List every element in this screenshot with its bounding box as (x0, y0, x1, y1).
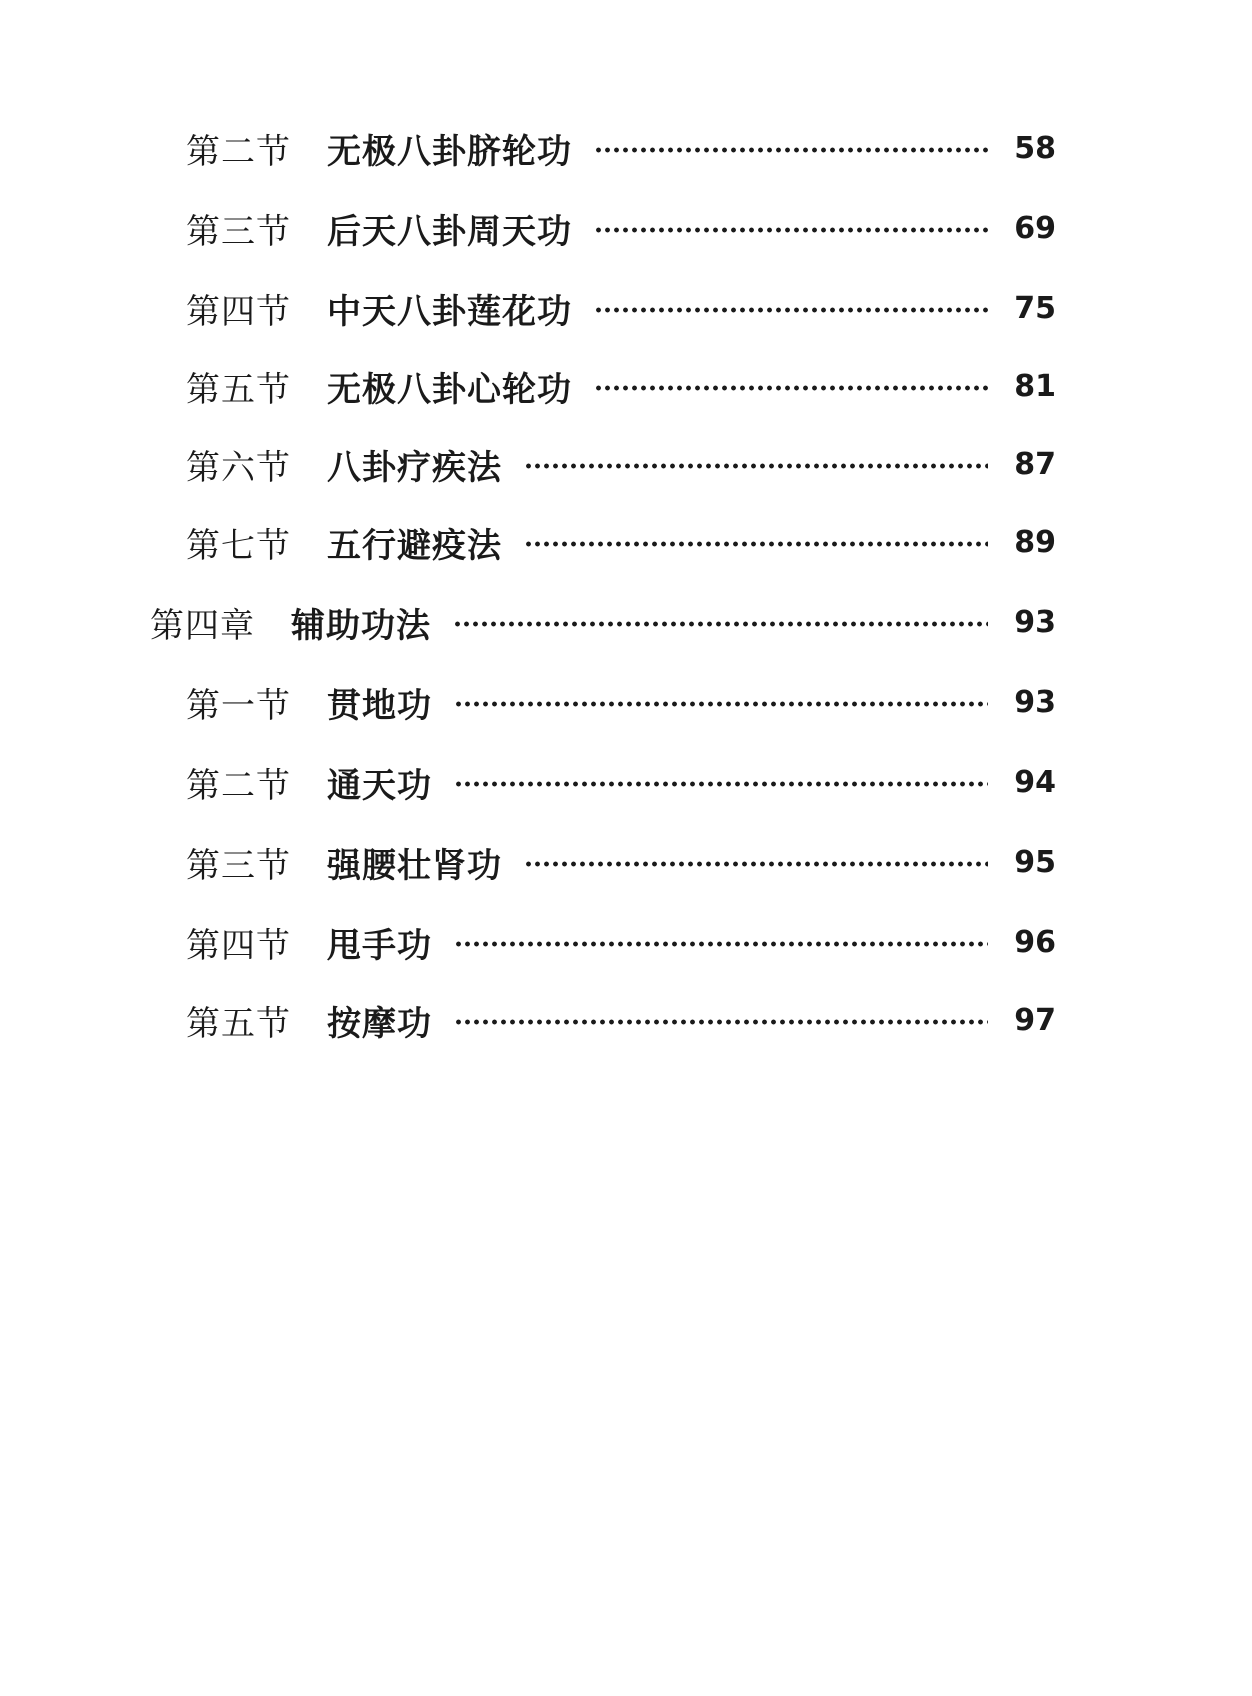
toc-entry (186, 674, 1056, 730)
dot-leader (454, 780, 988, 788)
toc-entry-label: 第二节 (186, 765, 291, 806)
toc-entry-label: 第七节 (186, 525, 291, 566)
toc-entry-label: 第五节 (186, 1003, 291, 1044)
toc-entry-title: 强腰壮肾功 (327, 845, 502, 886)
dot-leader (594, 146, 988, 154)
toc-entry-label: 第四节 (186, 925, 291, 966)
toc-entry (186, 280, 1056, 336)
toc-entry-title: 无极八卦心轮功 (327, 369, 572, 410)
toc-entry-page: 93 (1014, 604, 1056, 640)
toc-entry (186, 436, 1056, 492)
toc-entry-title: 甩手功 (327, 925, 432, 966)
toc-entry-label: 第五节 (186, 369, 291, 410)
toc-entry (186, 914, 1056, 970)
toc-entry-page: 96 (1014, 924, 1056, 960)
toc-entry-title: 通天功 (327, 765, 432, 806)
toc-entry-label: 第六节 (186, 447, 291, 488)
toc-entry-label: 第四节 (186, 291, 291, 332)
toc-entry (186, 120, 1056, 176)
toc-entry (186, 834, 1056, 890)
dot-leader (454, 700, 988, 708)
toc-entry (186, 992, 1056, 1048)
toc-entry-label: 第四章 (150, 605, 255, 646)
toc-entry-title: 后天八卦周天功 (327, 211, 572, 252)
dot-leader (524, 540, 988, 548)
toc-entry-page: 58 (1014, 130, 1056, 166)
toc-entry-label: 第三节 (186, 211, 291, 252)
toc-entry (186, 358, 1056, 414)
toc-entry-title: 中天八卦莲花功 (327, 291, 572, 332)
toc-entry-page: 75 (1014, 290, 1056, 326)
toc-entry-title: 五行避疫法 (327, 525, 502, 566)
toc-chapter-entry (150, 594, 1056, 650)
toc-entry-label: 第二节 (186, 131, 291, 172)
dot-leader (524, 860, 988, 868)
toc-entry (186, 514, 1056, 570)
toc-entry-page: 89 (1014, 524, 1056, 560)
toc-entry (186, 200, 1056, 256)
dot-leader (524, 462, 988, 470)
toc-entry-title: 贯地功 (327, 685, 432, 726)
toc-entry-title: 八卦疗疾法 (327, 447, 502, 488)
toc-entry-page: 81 (1014, 368, 1056, 404)
toc-entry (186, 754, 1056, 810)
dot-leader (454, 1018, 988, 1026)
toc-entry-label: 第三节 (186, 845, 291, 886)
toc-entry-page: 93 (1014, 684, 1056, 720)
dot-leader (594, 226, 988, 234)
toc-entry-title: 无极八卦脐轮功 (327, 131, 572, 172)
toc-entry-label: 第一节 (186, 685, 291, 726)
toc-entry-page: 95 (1014, 844, 1056, 880)
toc-entry-page: 87 (1014, 446, 1056, 482)
dot-leader (594, 384, 988, 392)
dot-leader (453, 620, 988, 628)
toc-entry-title: 辅助功法 (291, 605, 431, 646)
toc-entry-page: 69 (1014, 210, 1056, 246)
dot-leader (454, 940, 988, 948)
toc-entry-title: 按摩功 (327, 1003, 432, 1044)
toc-entry-page: 94 (1014, 764, 1056, 800)
dot-leader (594, 306, 988, 314)
toc-entry-page: 97 (1014, 1002, 1056, 1038)
